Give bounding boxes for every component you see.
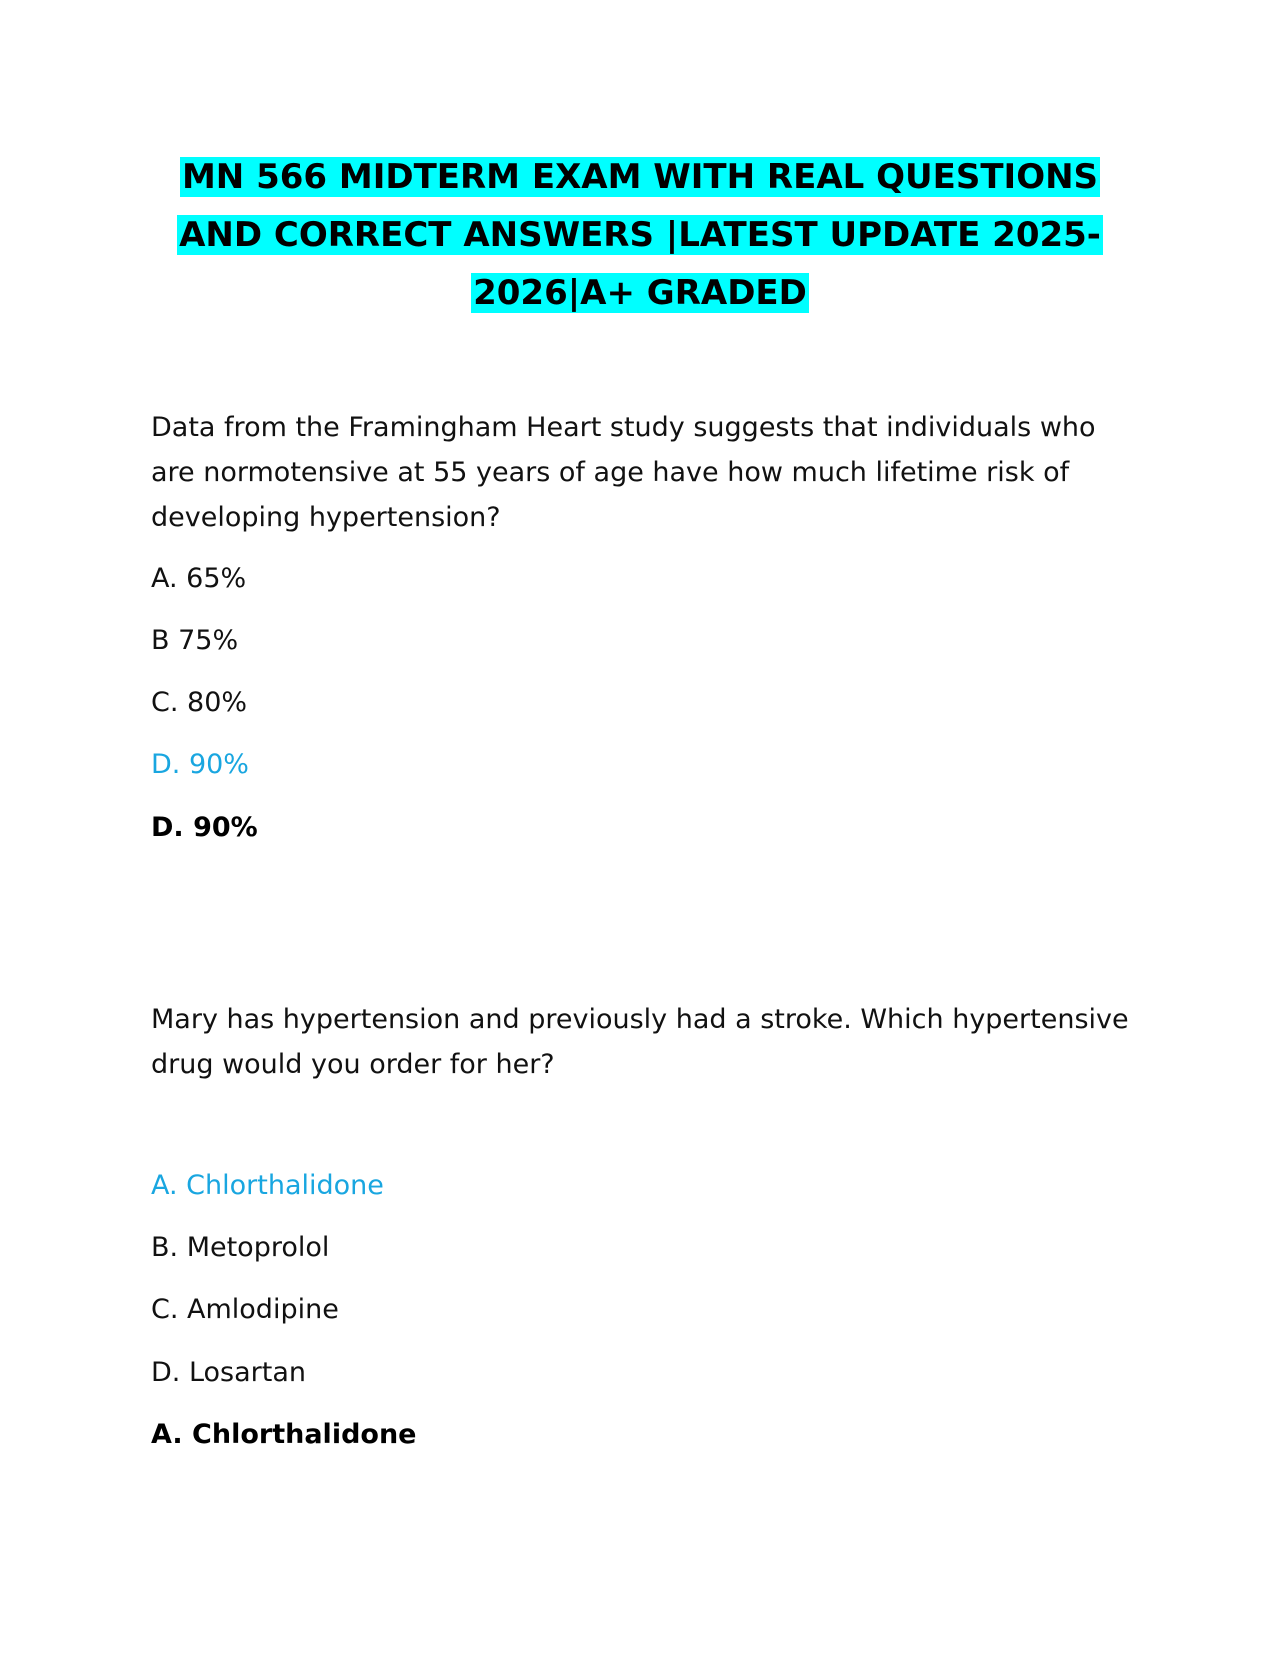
question-1-answer: D. 90% <box>151 812 258 843</box>
title-line-3: 2026|A+ GRADED <box>473 273 807 313</box>
question-2-option-c: C. Amlodipine <box>151 1294 339 1325</box>
title-line-1: MN 566 MIDTERM EXAM WITH REAL QUESTIONS <box>181 157 1099 197</box>
document-title <box>150 148 1130 322</box>
question-1-option-a: A. 65% <box>151 563 247 594</box>
question-2-option-a-highlighted: A. Chlorthalidone <box>151 1170 384 1201</box>
question-1-option-c: C. 80% <box>151 687 248 718</box>
title-line-2: AND CORRECT ANSWERS |LATEST UPDATE 2025- <box>179 215 1101 255</box>
question-2-option-b: B. Metoprolol <box>151 1232 330 1263</box>
question-1-option-d-highlighted: D. 90% <box>151 749 249 780</box>
question-2-option-d: D. Losartan <box>151 1357 306 1388</box>
question-2-text: Mary has hypertension and previously had a stroke. Which hypertensive drug would you order for her? <box>151 1004 1129 1080</box>
question-1-option-b: B 75% <box>151 625 239 656</box>
question-2-answer: A. Chlorthalidone <box>151 1419 417 1450</box>
question-1-text: Data from the Framingham Heart study suggests that individuals who are normotensive at 55 years of age have how much lifetime risk of developing hypertension? <box>151 412 1096 533</box>
